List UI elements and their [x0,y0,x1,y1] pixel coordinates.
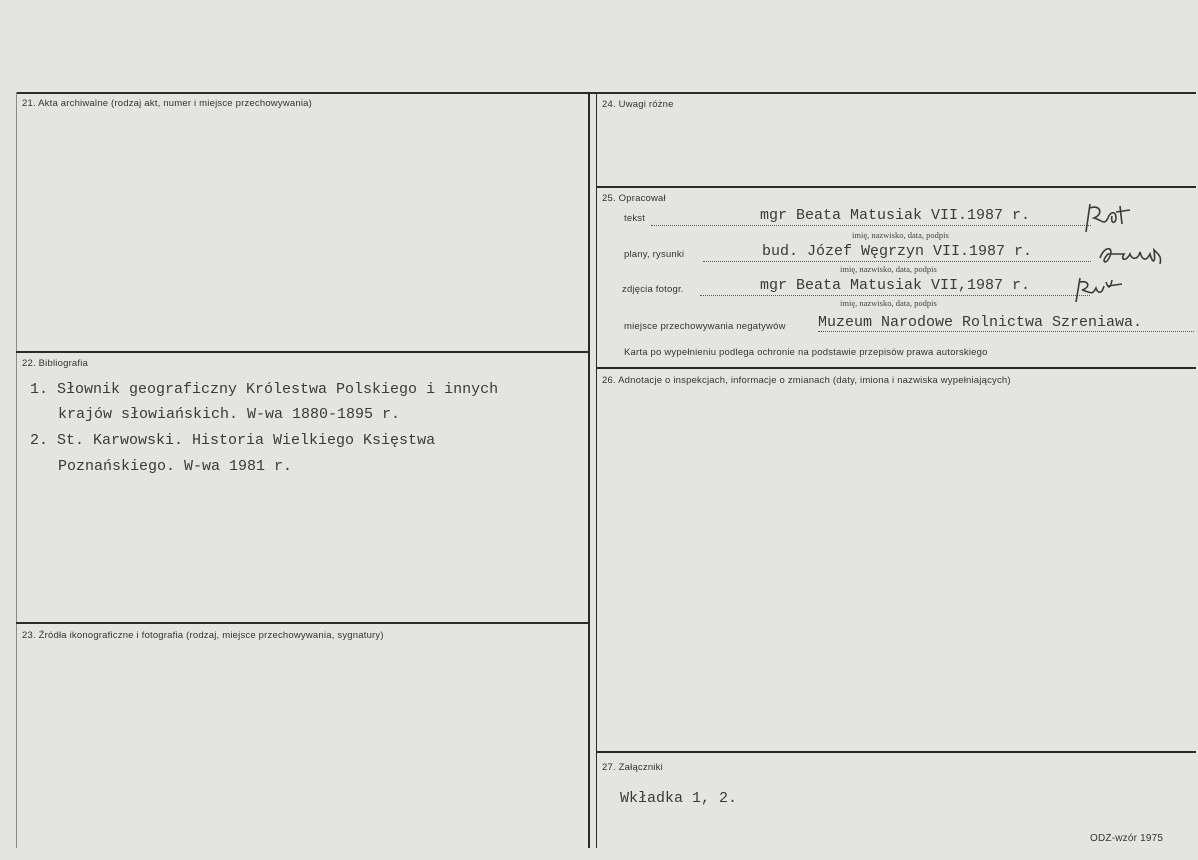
author-drawings-dots [703,261,1091,262]
top-rule [16,92,1196,94]
author-drawings-sublabel: imię, nazwisko, data, podpis [840,264,937,274]
signature-drawings-author [1096,240,1166,270]
bibliography-line-3: 2. St. Karwowski. Historia Wielkiego Księstwa [30,432,436,449]
section-24-label: 24. Uwagi różne [602,99,674,110]
rule-26-27 [596,751,1196,753]
attachments-value: Wkładka 1, 2. [620,790,738,807]
copyright-note: Karta po wypełnieniu podlega ochronie na podstawie przepisów prawa autorskiego [624,347,988,358]
rule-24-25 [596,186,1196,188]
left-edge [16,92,17,848]
author-text-sublabel: imię, nazwisko, data, podpis [852,230,949,240]
negatives-location-label: miejsce przechowywania negatywów [624,321,786,332]
author-drawings-value: bud. Józef Węgrzyn VII.1987 r. [762,243,1033,260]
section-26-label: 26. Adnotacje o inspekcjach, informacje o zmianach (daty, imiona i nazwiska wypełniających) [602,375,1011,386]
negatives-location-dots [818,331,1194,332]
author-photos-value: mgr Beata Matusiak VII,1987 r. [760,277,1031,294]
section-21-label: 21. Akta archiwalne (rodzaj akt, numer i miejsce przechowywania) [22,98,313,109]
negatives-location-value: Muzeum Narodowe Rolnictwa Szreniawa. [818,314,1143,331]
signature-photos-author [1072,274,1132,304]
right-inner-divider [596,92,597,848]
author-text-field: tekst [624,213,646,224]
bibliography-line-2: krajów słowiańskich. W-wa 1880-1895 r. [58,406,401,423]
section-22-label: 22. Bibliografia [22,358,89,369]
rule-22-23 [16,622,588,624]
section-25-label: 25. Opracował [602,193,666,204]
rule-21-22 [16,351,588,353]
section-23-label: 23. Źródła ikonograficzne i fotografia (rodzaj, miejsce przechowywania, sygnatury) [22,630,384,641]
author-photos-field: zdjęcia fotogr. [622,284,684,295]
center-divider [588,92,590,848]
author-text-value: mgr Beata Matusiak VII.1987 r. [760,207,1031,224]
section-27-label: 27. Załączniki [602,762,663,773]
signature-text-author [1080,200,1140,234]
bibliography-line-1: 1. Słownik geograficzny Królestwa Polskiego i innych [30,381,499,398]
bibliography-line-4: Poznańskiego. W-wa 1981 r. [58,458,293,475]
author-text-dots [651,225,1091,226]
author-photos-sublabel: imię, nazwisko, data, podpis [840,298,937,308]
author-photos-dots [700,295,1090,296]
rule-25-26 [596,367,1196,369]
form-id: ODZ-wzór 1975 [1090,833,1164,844]
author-drawings-field: plany, rysunki [624,249,685,260]
